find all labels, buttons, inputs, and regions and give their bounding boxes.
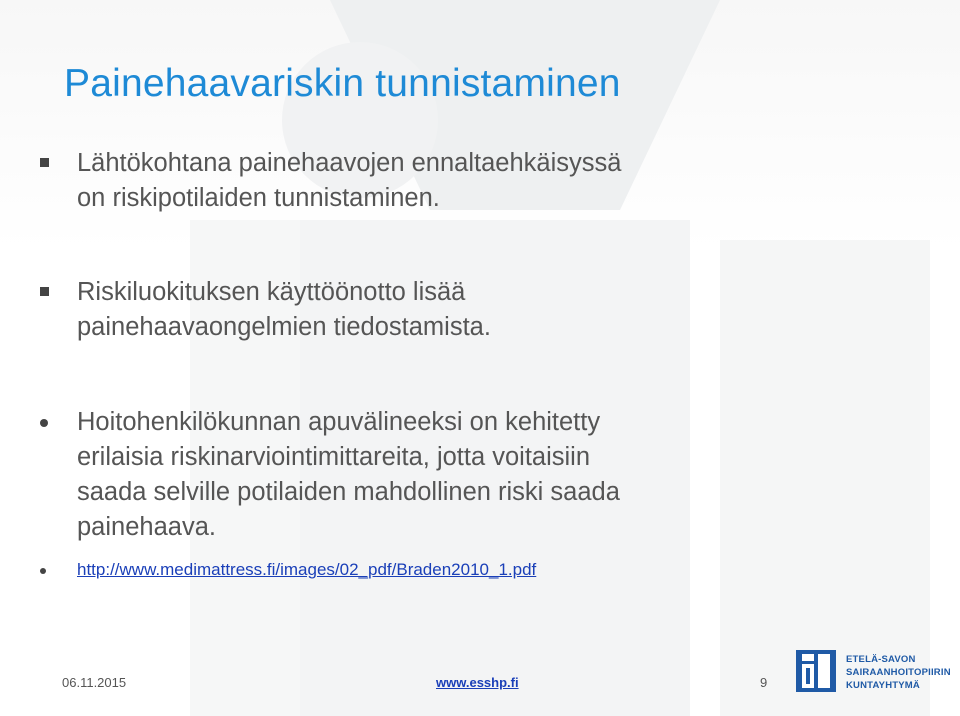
logo-text-line: ETELÄ-SAVON [846, 654, 916, 665]
square-bullet-icon [40, 287, 49, 296]
bullet-text [77, 146, 907, 216]
bullet-line: painehaavaongelmien tiedostamista. [77, 313, 491, 341]
footer-website-link[interactable]: www.esshp.fi [436, 675, 519, 690]
round-bullet-icon [40, 419, 48, 427]
logo-text-line: KUNTAYHTYMÄ [846, 680, 920, 691]
bullet-text [77, 275, 907, 345]
bullet-line: saada selville potilaiden mahdollinen riski saada [77, 478, 620, 506]
bullet-text [77, 405, 907, 545]
footer-date: 06.11.2015 [62, 675, 127, 690]
bullet-line: on riskipotilaiden tunnistaminen. [77, 184, 440, 212]
page-number: 9 [760, 675, 768, 690]
round-bullet-icon [40, 568, 46, 574]
bullet-line: Riskiluokituksen käyttöönotto lisää [77, 278, 466, 306]
slide-title: Painehaavariskin tunnistaminen [64, 62, 621, 105]
square-bullet-icon [40, 158, 49, 167]
logo-text-line: SAIRAANHOITOPIIRIN [846, 667, 951, 678]
bullet-line: erilaisia riskinarviointimittareita, jotta voitaisiin [77, 443, 591, 471]
braden-pdf-link[interactable]: http://www.medimattress.fi/images/02_pdf/Braden2010_1.pdf [77, 560, 537, 579]
bullet-line: Lähtökohtana painehaavojen ennaltaehkäisyssä [77, 149, 622, 177]
bullet-line: Hoitohenkilökunnan apuvälineeksi on kehitetty [77, 408, 601, 436]
organization-logo [796, 650, 951, 696]
esshp-logo-icon [796, 650, 836, 692]
bullet-line: painehaava. [77, 513, 216, 541]
